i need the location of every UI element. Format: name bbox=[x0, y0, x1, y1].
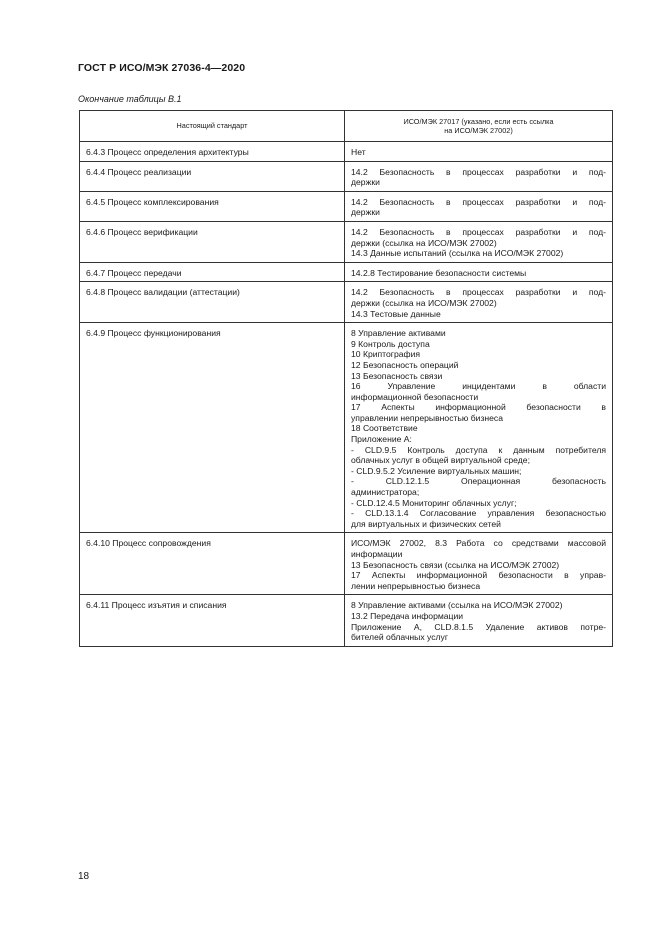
table-header-row bbox=[80, 111, 613, 142]
reference-line: 12 Безопасность операций bbox=[351, 359, 459, 370]
reference-line: 14.2 Безопасность в процессах разработки и под- bbox=[351, 287, 606, 298]
iso-27017-cell bbox=[345, 221, 613, 262]
current-standard-cell: 6.4.5 Процесс комплексирования bbox=[80, 191, 345, 221]
iso-27017-cell bbox=[345, 595, 613, 646]
document-header: ГОСТ Р ИСО/МЭК 27036-4—2020 bbox=[78, 62, 246, 74]
reference-line: для виртуальных и физических сетей bbox=[351, 518, 501, 529]
reference-line: Нет bbox=[351, 147, 366, 157]
iso-27017-cell bbox=[345, 533, 613, 595]
reference-line: ИСО/МЭК 27002, 8.3 Работа со средствами массовой bbox=[351, 538, 606, 549]
current-standard-cell: 6.4.7 Процесс передачи bbox=[80, 262, 345, 282]
table-row bbox=[80, 282, 613, 323]
column-header-iso-27017 bbox=[345, 111, 613, 142]
reference-line: держки bbox=[351, 177, 380, 188]
reference-line: 13 Безопасность связи (ссылка на ИСО/МЭК 27002) bbox=[351, 559, 560, 570]
current-standard-cell: 6.4.8 Процесс валидации (аттестации) bbox=[80, 282, 345, 323]
current-standard-cell: 6.4.11 Процесс изъятия и списания bbox=[80, 595, 345, 646]
reference-line: 13.2 Передача информации bbox=[351, 610, 464, 621]
page-number: 18 bbox=[78, 871, 90, 882]
reference-line: информации bbox=[351, 549, 403, 559]
reference-line: 14.2 Безопасность в процессах разработки и под- bbox=[351, 196, 606, 207]
current-standard-cell: 6.4.4 Процесс реализации bbox=[80, 161, 345, 191]
table-row bbox=[80, 221, 613, 262]
table-row bbox=[80, 191, 613, 221]
iso-27017-cell bbox=[345, 142, 613, 162]
table-row bbox=[80, 161, 613, 191]
reference-line: информационной безопасности bbox=[351, 391, 479, 402]
current-standard-cell: 6.4.10 Процесс сопровождения bbox=[80, 533, 345, 595]
reference-line: 13 Безопасность связи bbox=[351, 370, 443, 381]
reference-line: держки bbox=[351, 207, 380, 218]
reference-line: 14.3 Данные испытаний (ссылка на ИСО/МЭК 27002) bbox=[351, 248, 564, 259]
reference-line: управлении непрерывностью бизнеса bbox=[351, 412, 503, 423]
reference-line: Приложение А: bbox=[351, 434, 412, 445]
reference-line: - CLD.12.1.5 Операционная безопасность bbox=[351, 476, 606, 487]
iso-27017-cell bbox=[345, 282, 613, 323]
iso-27017-cell bbox=[345, 323, 613, 533]
reference-line: 14.2.8 Тестирование безопасности системы bbox=[351, 267, 527, 278]
table-row bbox=[80, 595, 613, 646]
table-row bbox=[80, 142, 613, 162]
table-row bbox=[80, 533, 613, 595]
reference-line: - CLD.9.5 Контроль доступа к данным потребителя bbox=[351, 444, 606, 455]
current-standard-cell: 6.4.3 Процесс определения архитектуры bbox=[80, 142, 345, 162]
reference-line: 14.2 Безопасность в процессах разработки и под- bbox=[351, 166, 606, 177]
correspondence-table bbox=[79, 110, 613, 647]
reference-line: - CLD.9.5.2 Усиление виртуальных машин; bbox=[351, 465, 522, 476]
column-header-current-standard: Настоящий стандарт bbox=[80, 111, 345, 142]
current-standard-cell: 6.4.6 Процесс верификации bbox=[80, 221, 345, 262]
reference-line: 9 Контроль доступа bbox=[351, 338, 430, 349]
iso-27017-cell bbox=[345, 161, 613, 191]
reference-line: бителей облачных услуг bbox=[351, 632, 448, 643]
reference-line: лении непрерывностью бизнеса bbox=[351, 580, 481, 591]
current-standard-cell: 6.4.9 Процесс функционирования bbox=[80, 323, 345, 533]
reference-line: держки (ссылка на ИСО/МЭК 27002) bbox=[351, 237, 497, 248]
reference-line: 16 Управление инцидентами в области bbox=[351, 381, 606, 392]
reference-line: Приложение А, CLD.8.1.5 Удаление активов потре- bbox=[351, 621, 606, 632]
reference-line: 17 Аспекты информационной безопасности в управ- bbox=[351, 570, 606, 581]
table-row bbox=[80, 262, 613, 282]
column-header-line: ИСО/МЭК 27017 (указано, если есть ссылка bbox=[403, 116, 554, 126]
reference-line: 10 Криптография bbox=[351, 349, 421, 360]
table-row bbox=[80, 323, 613, 533]
reference-line: - CLD.13.1.4 Согласование управления безопасностью bbox=[351, 508, 606, 519]
reference-line: 8 Управление активами bbox=[351, 328, 446, 339]
iso-27017-cell bbox=[345, 191, 613, 221]
reference-line: облачных услуг в общей виртуальной среде; bbox=[351, 455, 530, 466]
reference-line: 14.3 Тестовые данные bbox=[351, 308, 441, 319]
reference-line: 14.2 Безопасность в процессах разработки и под- bbox=[351, 226, 606, 237]
table-body bbox=[80, 142, 613, 647]
reference-line: администратора; bbox=[351, 487, 420, 498]
reference-line: 17 Аспекты информационной безопасности в bbox=[351, 402, 606, 413]
reference-line: 8 Управление активами (ссылка на ИСО/МЭК 27002) bbox=[351, 600, 563, 611]
iso-27017-cell bbox=[345, 262, 613, 282]
reference-line: 18 Соответствие bbox=[351, 423, 418, 434]
reference-line: - CLD.12.4.5 Мониторинг облачных услуг; bbox=[351, 497, 517, 508]
reference-line: держки (ссылка на ИСО/МЭК 27002) bbox=[351, 297, 497, 308]
table-caption: Окончание таблицы В.1 bbox=[78, 94, 182, 104]
column-header-line: на ИСО/МЭК 27002) bbox=[444, 126, 513, 135]
